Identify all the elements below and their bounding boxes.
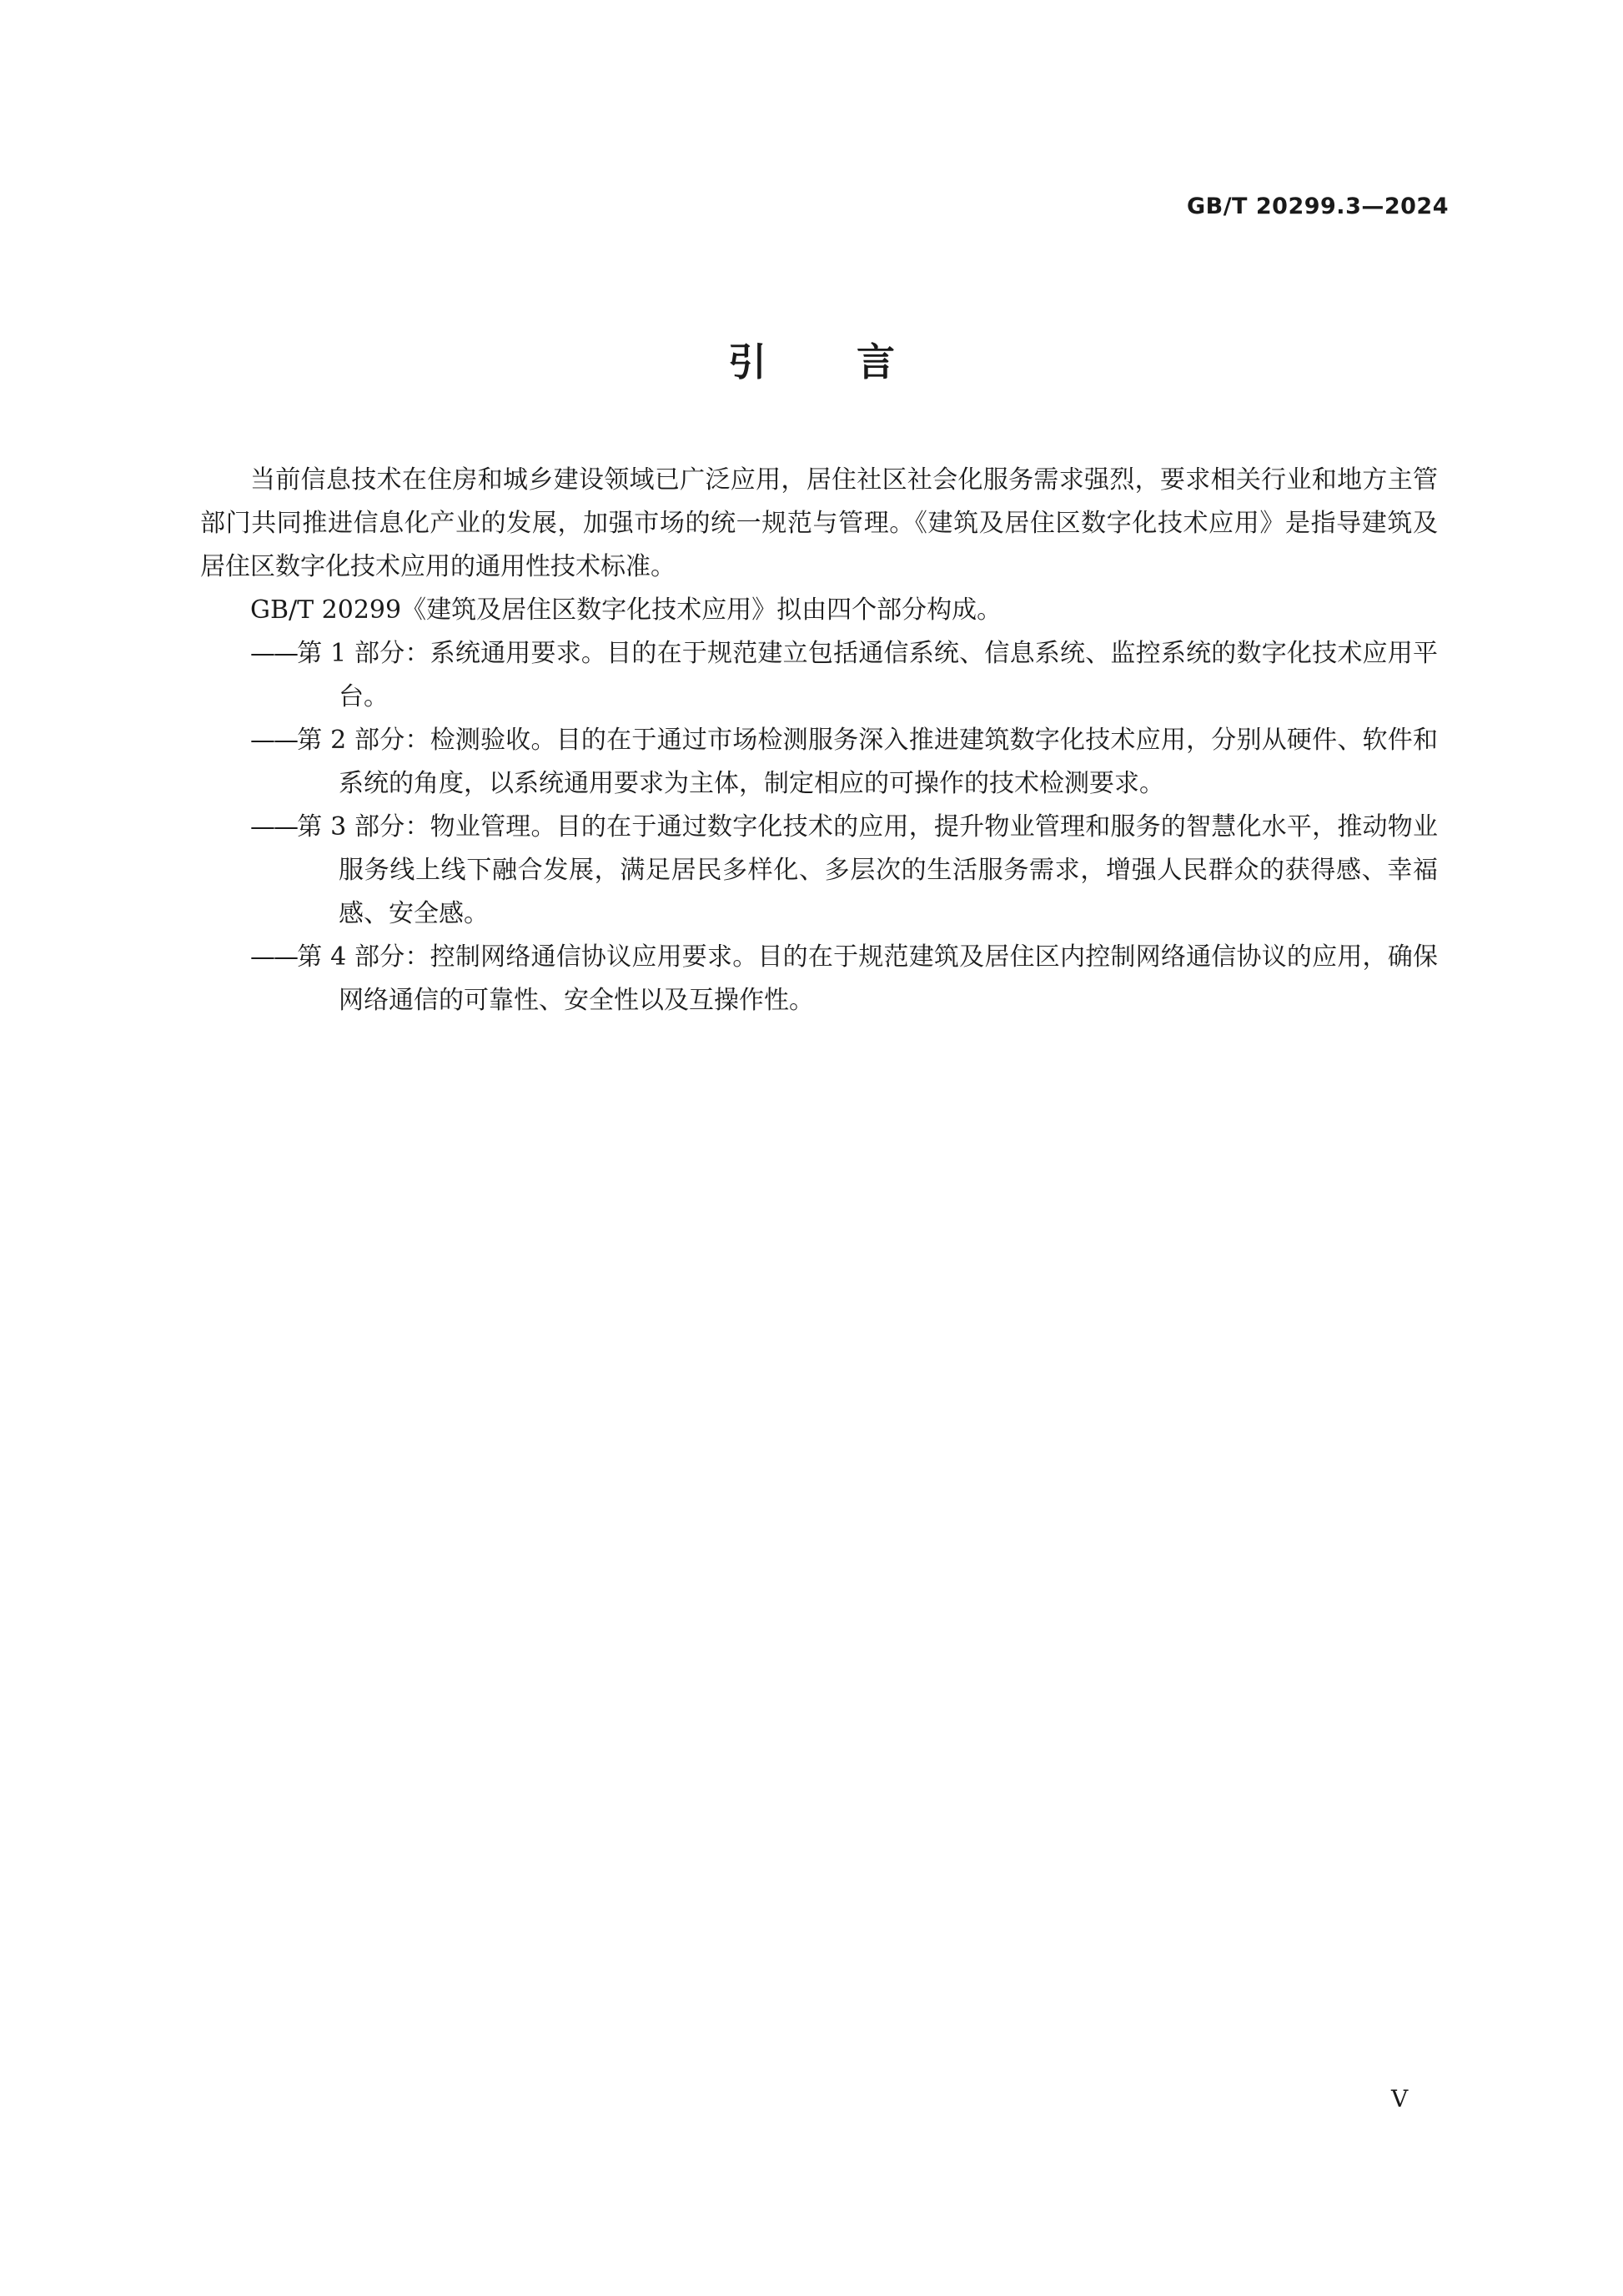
dash-marker: ——: [250, 639, 297, 668]
introduction-body: [200, 459, 1438, 1022]
part-item-2: [250, 719, 1438, 806]
part-item-3: [250, 806, 1438, 936]
page-number: V: [1391, 2085, 1409, 2113]
dash-marker: ——: [250, 942, 297, 972]
part-item-text: 第 3 部分：物业管理。目的在于通过数字化技术的应用，提升物业管理和服务的智慧化水平，推动物业服务线上线下融合发展，满足居民多样化、多层次的生活服务需求，增强人民群众的获得感、幸福感、安全感。: [297, 812, 1438, 928]
intro-paragraph-2: GB/T 20299《建筑及居住区数字化技术应用》拟由四个部分构成。: [250, 595, 1002, 625]
intro-paragraph-1: 当前信息技术在住房和城乡建设领域已广泛应用，居住社区社会化服务需求强烈，要求相关行业和地方主管部门共同推进信息化产业的发展，加强市场的统一规范与管理。《建筑及居住区数字化技术应用》是指导建筑及居住区数字化技术应用的通用性技术标准。: [200, 465, 1438, 581]
part-item-text: 第 2 部分：检测验收。目的在于通过市场检测服务深入推进建筑数字化技术应用，分别从硬件、软件和系统的角度，以系统通用要求为主体，制定相应的可操作的技术检测要求。: [297, 726, 1438, 798]
part-item-4: [250, 936, 1438, 1022]
dash-marker: ——: [250, 726, 297, 755]
part-item-text: 第 1 部分：系统通用要求。目的在于规范建立包括通信系统、信息系统、监控系统的数字化技术应用平台。: [297, 639, 1438, 711]
part-item-text: 第 4 部分：控制网络通信协议应用要求。目的在于规范建筑及居住区内控制网络通信协议的应用，确保网络通信的可靠性、安全性以及互操作性。: [297, 942, 1438, 1015]
dash-marker: ——: [250, 812, 297, 842]
part-item-1: [250, 632, 1438, 719]
standard-code: GB/T 20299.3—2024: [1186, 193, 1449, 219]
page-title: 引言: [728, 339, 985, 384]
